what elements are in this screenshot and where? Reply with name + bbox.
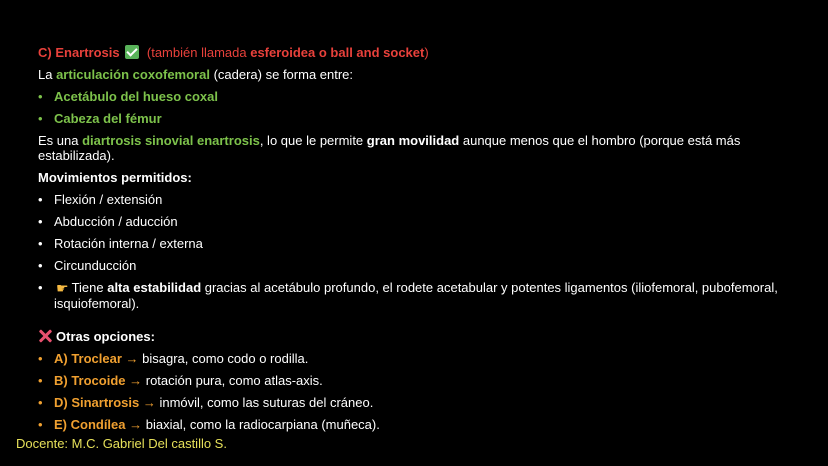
component-text: Acetábulo del hueso coxal: [54, 89, 218, 104]
bullet-icon: •: [38, 373, 43, 388]
description-text: [38, 133, 798, 163]
list-item: [38, 214, 798, 229]
movement-text: Circunducción: [54, 258, 137, 273]
option-text: rotación pura, como atlas-axis.: [142, 373, 323, 388]
other-options-list: [38, 351, 798, 432]
movement-text: Abducción / aducción: [54, 214, 178, 229]
other-options-title: Otras opciones:: [56, 329, 155, 344]
movements-list: [38, 192, 798, 311]
bullet-icon: •: [38, 280, 43, 295]
heading-paren-open: (también llamada: [146, 45, 251, 60]
list-item: [38, 258, 798, 273]
cross-mark-icon: [38, 329, 52, 343]
bullet-icon: •: [38, 351, 43, 366]
list-item: [38, 192, 798, 207]
stability-p1: Tiene: [71, 280, 108, 295]
description-p1: Es una: [38, 133, 83, 148]
option-text: biaxial, como la radiocarpiana (muñeca).: [142, 417, 380, 432]
description-p2: , lo que le permite: [259, 133, 367, 148]
other-options-heading: [38, 329, 798, 344]
list-item: [38, 89, 798, 104]
heading-paren-close: ): [424, 45, 429, 60]
slide-content: [38, 45, 798, 439]
answer-heading: [38, 45, 798, 60]
components-list: [38, 89, 798, 126]
movement-text: Rotación interna / externa: [54, 236, 203, 251]
list-item: [38, 111, 798, 126]
component-text: Cabeza del fémur: [54, 111, 162, 126]
bullet-icon: •: [38, 395, 43, 410]
list-item: [38, 395, 798, 410]
bullet-icon: •: [38, 111, 43, 126]
check-mark-icon: [125, 45, 139, 59]
heading-paren-bold: esferoidea o ball and socket: [250, 45, 425, 60]
option-text: bisagra, como codo o rodilla.: [138, 351, 309, 366]
bullet-icon: •: [38, 417, 43, 432]
description-p3: aunque menos que el hombro (porque está más estabilizada).: [38, 133, 741, 163]
description-bold: gran movilidad: [366, 133, 460, 148]
stability-p2: gracias al acetábulo profundo, el rodete acetabular y potentes ligamentos (iliofemoral, pubofemoral, isquiofemoral).: [54, 280, 778, 311]
spacer: [38, 318, 798, 329]
pointing-hand-icon: ☛: [56, 280, 69, 296]
movement-text: Flexión / extensión: [54, 192, 163, 207]
bullet-icon: •: [38, 192, 43, 207]
intro-suffix: (cadera) se forma entre:: [209, 67, 354, 82]
list-item: [38, 373, 798, 388]
intro-term: articulación coxofemoral: [56, 67, 210, 82]
intro-prefix: La: [38, 67, 57, 82]
bullet-icon: •: [38, 236, 43, 251]
option-label: D) Sinartrosis →: [54, 395, 156, 410]
footer-teacher: Docente: M.C. Gabriel Del castillo S.: [16, 436, 227, 451]
option-label: A) Troclear →: [54, 351, 139, 366]
bullet-icon: •: [38, 89, 43, 104]
bullet-icon: •: [38, 214, 43, 229]
list-item: [38, 351, 798, 366]
option-text: inmóvil, como las suturas del cráneo.: [155, 395, 374, 410]
list-item: [38, 236, 798, 251]
list-item: [38, 417, 798, 432]
bullet-icon: •: [38, 258, 43, 273]
description-term: diartrosis sinovial enartrosis: [82, 133, 260, 148]
option-label: E) Condílea →: [54, 417, 143, 432]
intro-text: [38, 67, 798, 82]
option-label: B) Trocoide →: [54, 373, 143, 388]
movements-title: Movimientos permitidos:: [38, 170, 192, 185]
answer-label: C) Enartrosis: [38, 45, 120, 60]
list-item: [38, 280, 798, 311]
stability-bold: alta estabilidad: [107, 280, 202, 295]
